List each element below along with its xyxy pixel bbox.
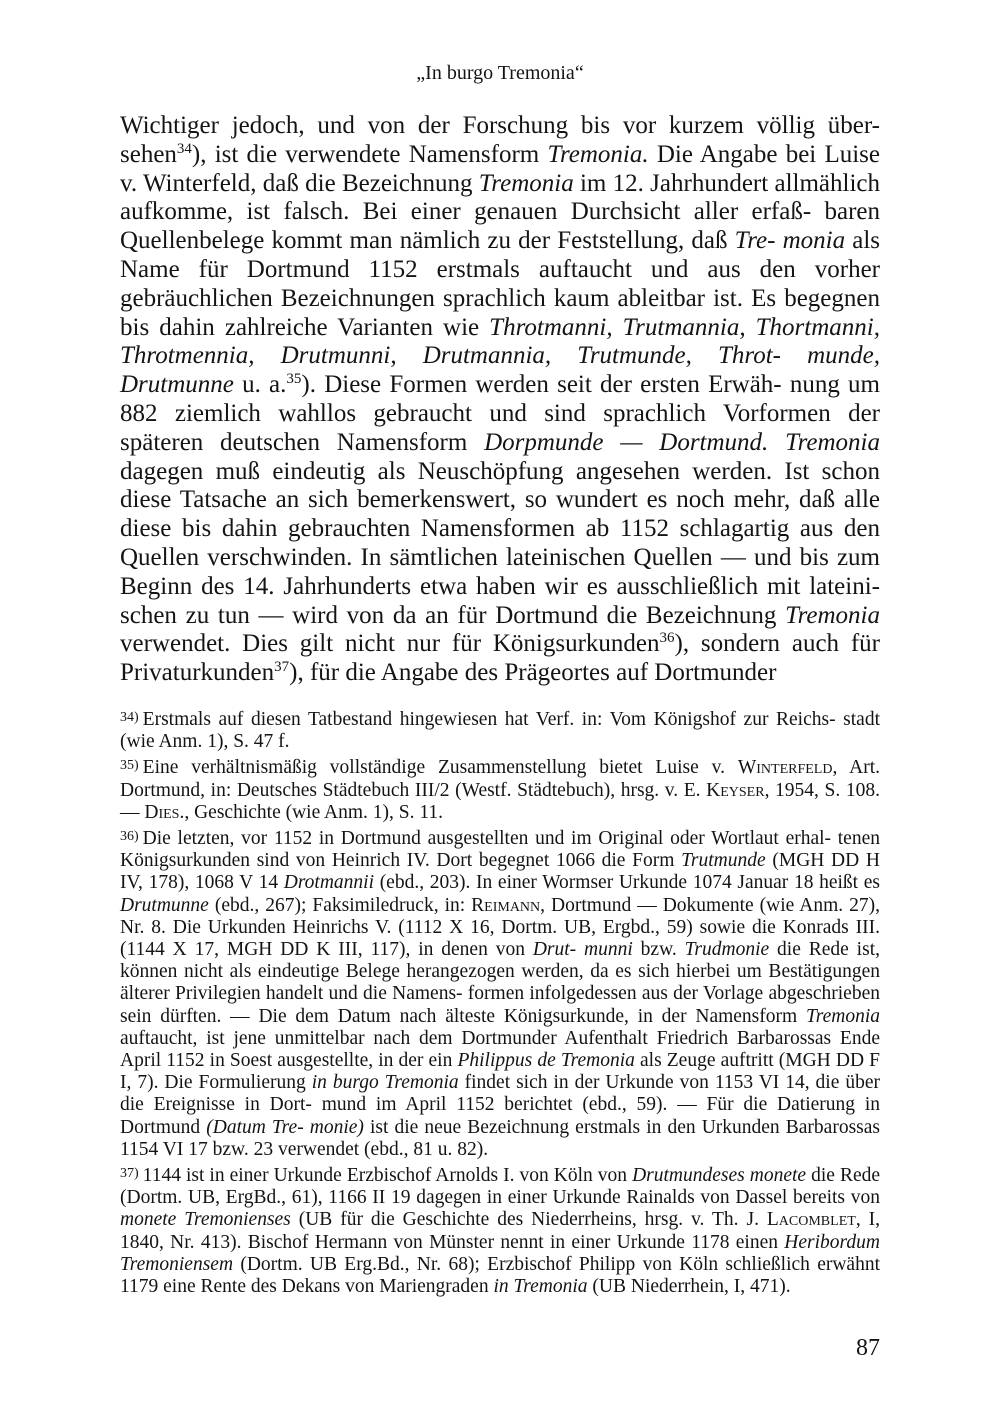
body-text (120, 112, 880, 688)
text-run: Die letzten, vor 1152 in Dortmund ausgestellten und im Original oder Wortlaut erhal- tenen Königsurkunden sind von Heinrich IV. Dort begegnet 1066 die Form (120, 828, 880, 872)
text-run: (MGH DD H IV, 178), 1068 V 14 (120, 850, 881, 894)
italic-run: Philippus de Tremonia (457, 1050, 635, 1072)
text-run: Die Angabe bei Luise v. Winterfeld, daß die Bezeichnung (120, 140, 880, 197)
text-run: , Art. Dortmund, in: Deutsches Städtebuch III/2 (Westf. Städtebuch), hrsg. v. E. (120, 757, 881, 801)
text-run: (ebd., 267); Faksimiledruck, in: (208, 894, 472, 916)
italic-run: Tremonia. (547, 140, 649, 168)
text-run: , 1954, S. 108. — (120, 779, 880, 823)
text-run: ), für die Angabe des Prägeortes auf Dortmunder (289, 659, 777, 687)
text-run: verwendet. Dies gilt nicht nur für Königsurkunden (120, 630, 660, 658)
text-run: ), ist die verwendete Namensform (191, 140, 548, 168)
text-run: Wichtiger jedoch, und von der Forschung bis vor kurzem völlig über- sehen (120, 112, 880, 168)
small-caps-name: Keyser (706, 779, 765, 801)
text-run: ). Diese Formen werden seit der ersten Erwäh- nung um 882 ziemlich wahllos gebraucht und sind sprachlich Vorformen der späteren deutschen Namensform (120, 371, 881, 456)
text-run: (UB für die Geschichte des Niederrheins, hrsg. v. Th. J. (290, 1209, 767, 1231)
footnote (120, 755, 880, 824)
text-run: im 12. Jahrhundert allmählich aufkomme, ist falsch. Bei einer genauen Durchsicht aller erfaß- baren Quellenbelege kommt man nämlich zu der Feststellung, daß (120, 169, 880, 255)
text-run: Eine verhältnismäßig vollständige Zusammenstellung bietet Luise v. (142, 757, 738, 779)
footnote (120, 826, 880, 1161)
running-head: „In burgo Tremonia“ (416, 62, 584, 84)
small-caps-name: Lacomblet (766, 1209, 856, 1231)
italic-run: Trudmonie (684, 939, 770, 961)
text-run: , Dortmund — Dokumente (wie Anm. 27), Nr. 8. Die Urkunden Heinrichs V. (1112 X 16, Dortm. UB, Ergbd., 59) sowie die Konrads III. (1144 X 17, MGH DD K III, 117), in denen von (120, 894, 880, 961)
italic-run: Tre- monia (734, 227, 846, 255)
italic-run: Tremonia (785, 601, 880, 629)
text-run: (Dortm. UB Erg.Bd., Nr. 68); Erzbischof Philipp von Köln schließlich erwähnt 1179 eine Rente des Dekans von Mariengraden (120, 1253, 880, 1298)
italic-run: Trutmunde (681, 850, 766, 872)
italic-run: in Tremonia (493, 1276, 588, 1298)
italic-run: Drutmunne (120, 894, 209, 916)
italic-run: Tremonia (478, 169, 574, 197)
italic-run: Drotmannii (283, 872, 375, 894)
footnote-reference: 35 (286, 371, 302, 388)
footnote-number: 36) (120, 829, 139, 845)
italic-run: Drut- munni (532, 939, 633, 961)
text-run: auftaucht, ist jene unmittelbar nach dem Dortmunder Aufenthalt Friedrich Barbarossas Ende April 1152 in Soest ausgestellte, in der ein (120, 1027, 880, 1072)
page-number: 87 (856, 1335, 880, 1361)
text-run: ), sondern auch für Privaturkunden (120, 630, 880, 687)
footnote (120, 1163, 880, 1298)
italic-run: Drutmundeses monete (632, 1165, 807, 1187)
footnote-number: 37) (120, 1166, 139, 1182)
text-run: als Zeuge auftritt (MGH DD F I, 7). Die Formulierung (120, 1050, 880, 1094)
small-caps-name: Winterfeld (737, 757, 833, 779)
italic-run: in burgo Tremonia (311, 1072, 459, 1094)
footnote-reference: 37 (274, 659, 290, 676)
italic-run: Throtmanni, Trutmannia, Thortmanni, Throtmennia, Drutmunni, Drutmannia, Trutmunde, Throt- munde, Drutmunne (120, 313, 880, 399)
footnote-reference: 34 (176, 140, 192, 157)
text-run: , I, 1840, Nr. 413). Bischof Hermann von Münster nennt in einer Urkunde 1178 einen (120, 1209, 880, 1253)
italic-run: monete Tremonienses (120, 1209, 291, 1231)
italic-run: Heribordum Tremoniensem (120, 1231, 880, 1275)
text-run: ist die neue Bezeichnung erstmals in den Urkunden Barbarossas 1154 VI 17 bzw. 23 verwendet (ebd., 81 u. 82). (120, 1116, 880, 1160)
footnote (120, 707, 880, 753)
text-run: dagegen muß eindeutig als Neuschöpfung angesehen werden. Ist schon diese Tatsache an sich bemerkenswert, so wundert es noch mehr, daß alle diese bis dahin gebrauchten Namensformen ab 1152 schlagartig aus den Quellen verschwinden. In sämtlichen lateinischen Quellen — und bis zum Beginn des 14. Jahrhunderts etwa haben wir es ausschließlich mit lateini- schen zu tun — wird von da an für Dortmund die Bezeichnung (120, 457, 880, 629)
italic-run: Tremonia (805, 1005, 880, 1027)
text-run: bzw. (632, 939, 685, 961)
text-run: u. a. (233, 371, 287, 399)
footnote-reference: 36 (659, 630, 675, 647)
text-run: die Rede ist, können nicht als eindeutige Belege herangezogen werden, da es sich hierbei um Bestätigungen älterer Privilegien handelt und die Namens- formen infolgedessen aus der Vorlage abgeschrieben sein dürften. — Die dem Datum nach älteste Königsurkunde, in der Namensform (120, 939, 880, 1027)
footnote-number: 34) (120, 710, 139, 725)
text-run: (UB Niederrhein, I, 471). (587, 1276, 791, 1298)
text-run: Erstmals auf diesen Tatbestand hingewiesen hat Verf. in: Vom Königshof zur Reichs- stadt (wie Anm. 1), S. 47 f. (120, 709, 880, 753)
italic-run: (Datum Tre- monie) (206, 1116, 364, 1138)
text-run: , Geschichte (wie Anm. 1), S. 11. (184, 801, 444, 823)
footnote-number: 35) (120, 758, 139, 774)
footnotes (120, 707, 880, 1300)
text-run: 1144 ist in einer Urkunde Erzbischof Arnolds I. von Köln von (142, 1165, 633, 1187)
text-run: die Rede (Dortm. UB, ErgBd., 61), 1166 II 19 dagegen in einer Urkunde Rainalds von Dassel bereits von (120, 1165, 881, 1209)
text-run: als Name für Dortmund 1152 erstmals auftaucht und aus den vorher gebräuchlichen Bezeichnungen sprachlich kaum ableitbar ist. Es begegnen bis dahin zahlreiche Varianten wie (120, 227, 880, 341)
italic-run: Dorpmunde — Dortmund. Tremonia (484, 428, 880, 456)
small-caps-name: Dies. (144, 801, 185, 823)
text-run: (ebd., 203). In einer Wormser Urkunde 1074 Januar 18 heißt es (374, 872, 881, 894)
small-caps-name: Reimann (471, 894, 541, 916)
text-run: findet sich in der Urkunde von 1153 VI 14, die über die Ereignisse in Dort- mund im April 1152 berichtet (ebd., 59). — Für die Datierung in Dortmund (120, 1072, 880, 1138)
